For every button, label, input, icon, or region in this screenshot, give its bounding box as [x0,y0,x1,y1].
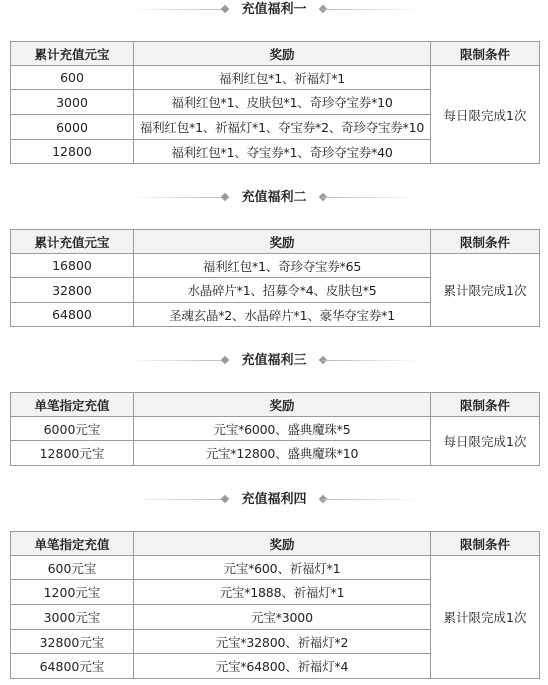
table-row [11,556,540,580]
reward-table-2 [10,229,540,327]
amount-cell: 64800元宝 [11,654,134,679]
amount-cell: 16800 [11,254,134,278]
table-header-row [11,532,540,556]
column-header: 奖励 [134,42,431,66]
reward-table-3 [10,392,540,466]
table-header-row [11,393,540,417]
reward-cell: 元宝*3000 [134,605,431,630]
table-row [11,417,540,441]
reward-cell: 元宝*600、祈福灯*1 [134,556,431,580]
amount-cell: 12800 [11,140,134,164]
table-row [11,254,540,278]
column-header: 奖励 [134,393,431,417]
table-header-row [11,42,540,66]
title-divider-right [322,9,420,10]
column-header: 累计充值元宝 [11,230,134,254]
condition-cell: 每日限完成1次 [431,66,540,164]
table-header-row [11,230,540,254]
section-title-3 [10,351,538,371]
amount-cell: 6000 [11,115,134,140]
reward-cell: 福利红包*1、夺宝券*1、奇珍夺宝券*40 [134,140,431,164]
title-divider-right [322,499,420,500]
column-header: 限制条件 [431,393,540,417]
section-title-text: 充值福利三 [241,353,307,368]
section-title-1 [10,0,538,20]
reward-cell: 元宝*12800、盛典魔珠*10 [134,441,431,466]
reward-cell: 元宝*32800、祈福灯*2 [134,630,431,654]
condition-cell: 累计限完成1次 [431,556,540,679]
column-header: 单笔指定充值 [11,532,134,556]
title-divider-right [322,197,420,198]
amount-cell: 12800元宝 [11,441,134,466]
amount-cell: 600 [11,66,134,90]
reward-cell: 元宝*1888、祈福灯*1 [134,580,431,605]
amount-cell: 6000元宝 [11,417,134,441]
section-title-4 [10,490,538,510]
reward-cell: 圣魂玄晶*2、水晶碎片*1、豪华夺宝券*1 [134,303,431,327]
section-title-text: 充值福利四 [241,492,307,507]
condition-cell: 累计限完成1次 [431,254,540,327]
reward-cell: 福利红包*1、祈福灯*1、夺宝券*2、奇珍夺宝券*10 [134,115,431,140]
column-header: 单笔指定充值 [11,393,134,417]
amount-cell: 3000 [11,90,134,115]
amount-cell: 3000元宝 [11,605,134,630]
section-title-text: 充值福利二 [241,190,307,205]
section-title-2 [10,188,538,208]
column-header: 奖励 [134,532,431,556]
amount-cell: 32800元宝 [11,630,134,654]
reward-cell: 福利红包*1、皮肤包*1、奇珍夺宝券*10 [134,90,431,115]
amount-cell: 1200元宝 [11,580,134,605]
reward-cell: 元宝*6000、盛典魔珠*5 [134,417,431,441]
reward-cell: 福利红包*1、奇珍夺宝券*65 [134,254,431,278]
amount-cell: 600元宝 [11,556,134,580]
reward-table-4 [10,531,540,679]
table-row [11,66,540,90]
column-header: 累计充值元宝 [11,42,134,66]
amount-cell: 64800 [11,303,134,327]
column-header: 限制条件 [431,230,540,254]
title-divider-right [322,360,420,361]
reward-table-1 [10,41,540,164]
section-title-text: 充值福利一 [241,2,307,17]
column-header: 限制条件 [431,42,540,66]
reward-cell: 福利红包*1、祈福灯*1 [134,66,431,90]
column-header: 限制条件 [431,532,540,556]
amount-cell: 32800 [11,278,134,303]
column-header: 奖励 [134,230,431,254]
reward-cell: 元宝*64800、祈福灯*4 [134,654,431,679]
condition-cell: 每日限完成1次 [431,417,540,466]
reward-cell: 水晶碎片*1、招募令*4、皮肤包*5 [134,278,431,303]
